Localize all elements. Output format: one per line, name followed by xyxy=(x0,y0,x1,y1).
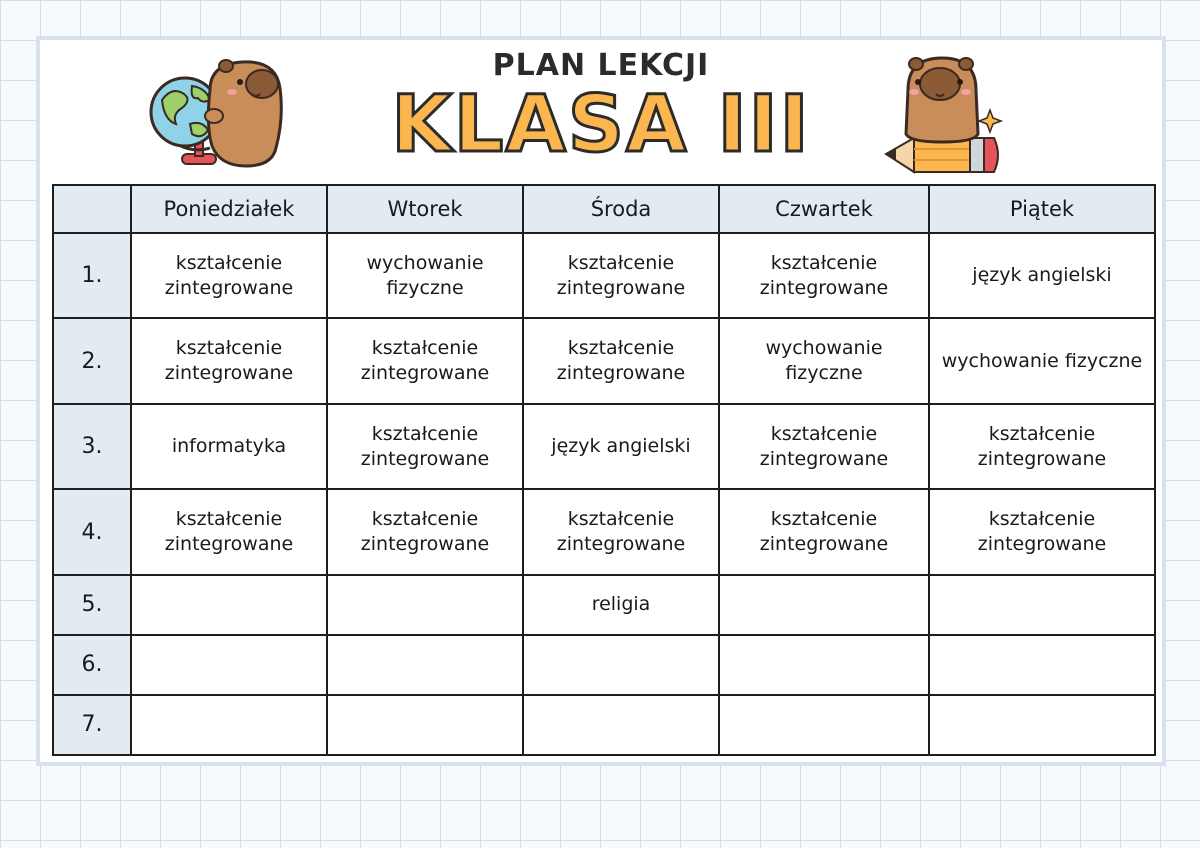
lesson-cell xyxy=(327,695,523,755)
day-header: Czwartek xyxy=(719,185,929,233)
lesson-cell: kształcenie zintegrowane xyxy=(523,489,719,574)
lesson-number: 6. xyxy=(53,635,131,695)
corner-cell xyxy=(53,185,131,233)
lesson-cell: kształcenie zintegrowane xyxy=(929,489,1155,574)
lesson-cell xyxy=(719,575,929,635)
lesson-cell: kształcenie zintegrowane xyxy=(523,318,719,403)
lesson-cell: kształcenie zintegrowane xyxy=(719,489,929,574)
lesson-cell xyxy=(131,575,327,635)
lesson-cell xyxy=(719,635,929,695)
lesson-cell xyxy=(929,635,1155,695)
lesson-cell xyxy=(131,695,327,755)
lesson-cell xyxy=(929,695,1155,755)
lesson-cell: kształcenie zintegrowane xyxy=(719,233,929,318)
capybara-pencil-icon xyxy=(878,50,1008,174)
lesson-cell: informatyka xyxy=(131,404,327,489)
lesson-cell: wychowanie fizyczne xyxy=(327,233,523,318)
lesson-number: 4. xyxy=(53,489,131,574)
schedule-card xyxy=(36,36,1166,766)
lesson-cell: kształcenie zintegrowane xyxy=(327,404,523,489)
lesson-cell xyxy=(327,635,523,695)
lesson-cell: kształcenie zintegrowane xyxy=(327,489,523,574)
lesson-cell xyxy=(523,695,719,755)
lesson-cell: kształcenie zintegrowane xyxy=(523,233,719,318)
lesson-cell: kształcenie zintegrowane xyxy=(327,318,523,403)
lesson-cell xyxy=(523,635,719,695)
lesson-row xyxy=(53,404,1155,489)
day-header: Środa xyxy=(523,185,719,233)
lesson-cell xyxy=(929,575,1155,635)
day-header: Wtorek xyxy=(327,185,523,233)
lesson-row xyxy=(53,233,1155,318)
lesson-cell: język angielski xyxy=(929,233,1155,318)
lesson-number: 7. xyxy=(53,695,131,755)
lesson-row xyxy=(53,318,1155,403)
lesson-cell: wychowanie fizyczne xyxy=(719,318,929,403)
day-header: Poniedziałek xyxy=(131,185,327,233)
day-header: Piątek xyxy=(929,185,1155,233)
lesson-cell: kształcenie zintegrowane xyxy=(131,318,327,403)
lesson-row xyxy=(53,695,1155,755)
page-subtitle: PLAN LEKCJI xyxy=(492,48,710,83)
lesson-cell: kształcenie zintegrowane xyxy=(929,404,1155,489)
lesson-cell xyxy=(327,575,523,635)
lesson-cell xyxy=(719,695,929,755)
day-header-row xyxy=(53,185,1155,233)
lesson-cell: kształcenie zintegrowane xyxy=(719,404,929,489)
lesson-cell: wychowanie fizyczne xyxy=(929,318,1155,403)
lesson-number: 1. xyxy=(53,233,131,318)
lesson-row xyxy=(53,489,1155,574)
schedule-table xyxy=(52,184,1156,756)
lesson-row xyxy=(53,635,1155,695)
lesson-number: 3. xyxy=(53,404,131,489)
lesson-row xyxy=(53,575,1155,635)
lesson-cell: religia xyxy=(523,575,719,635)
page-title: KLASA III xyxy=(391,80,811,170)
lesson-cell: język angielski xyxy=(523,404,719,489)
lesson-cell: kształcenie zintegrowane xyxy=(131,233,327,318)
lesson-cell xyxy=(131,635,327,695)
lesson-number: 2. xyxy=(53,318,131,403)
lesson-cell: kształcenie zintegrowane xyxy=(131,489,327,574)
lesson-number: 5. xyxy=(53,575,131,635)
